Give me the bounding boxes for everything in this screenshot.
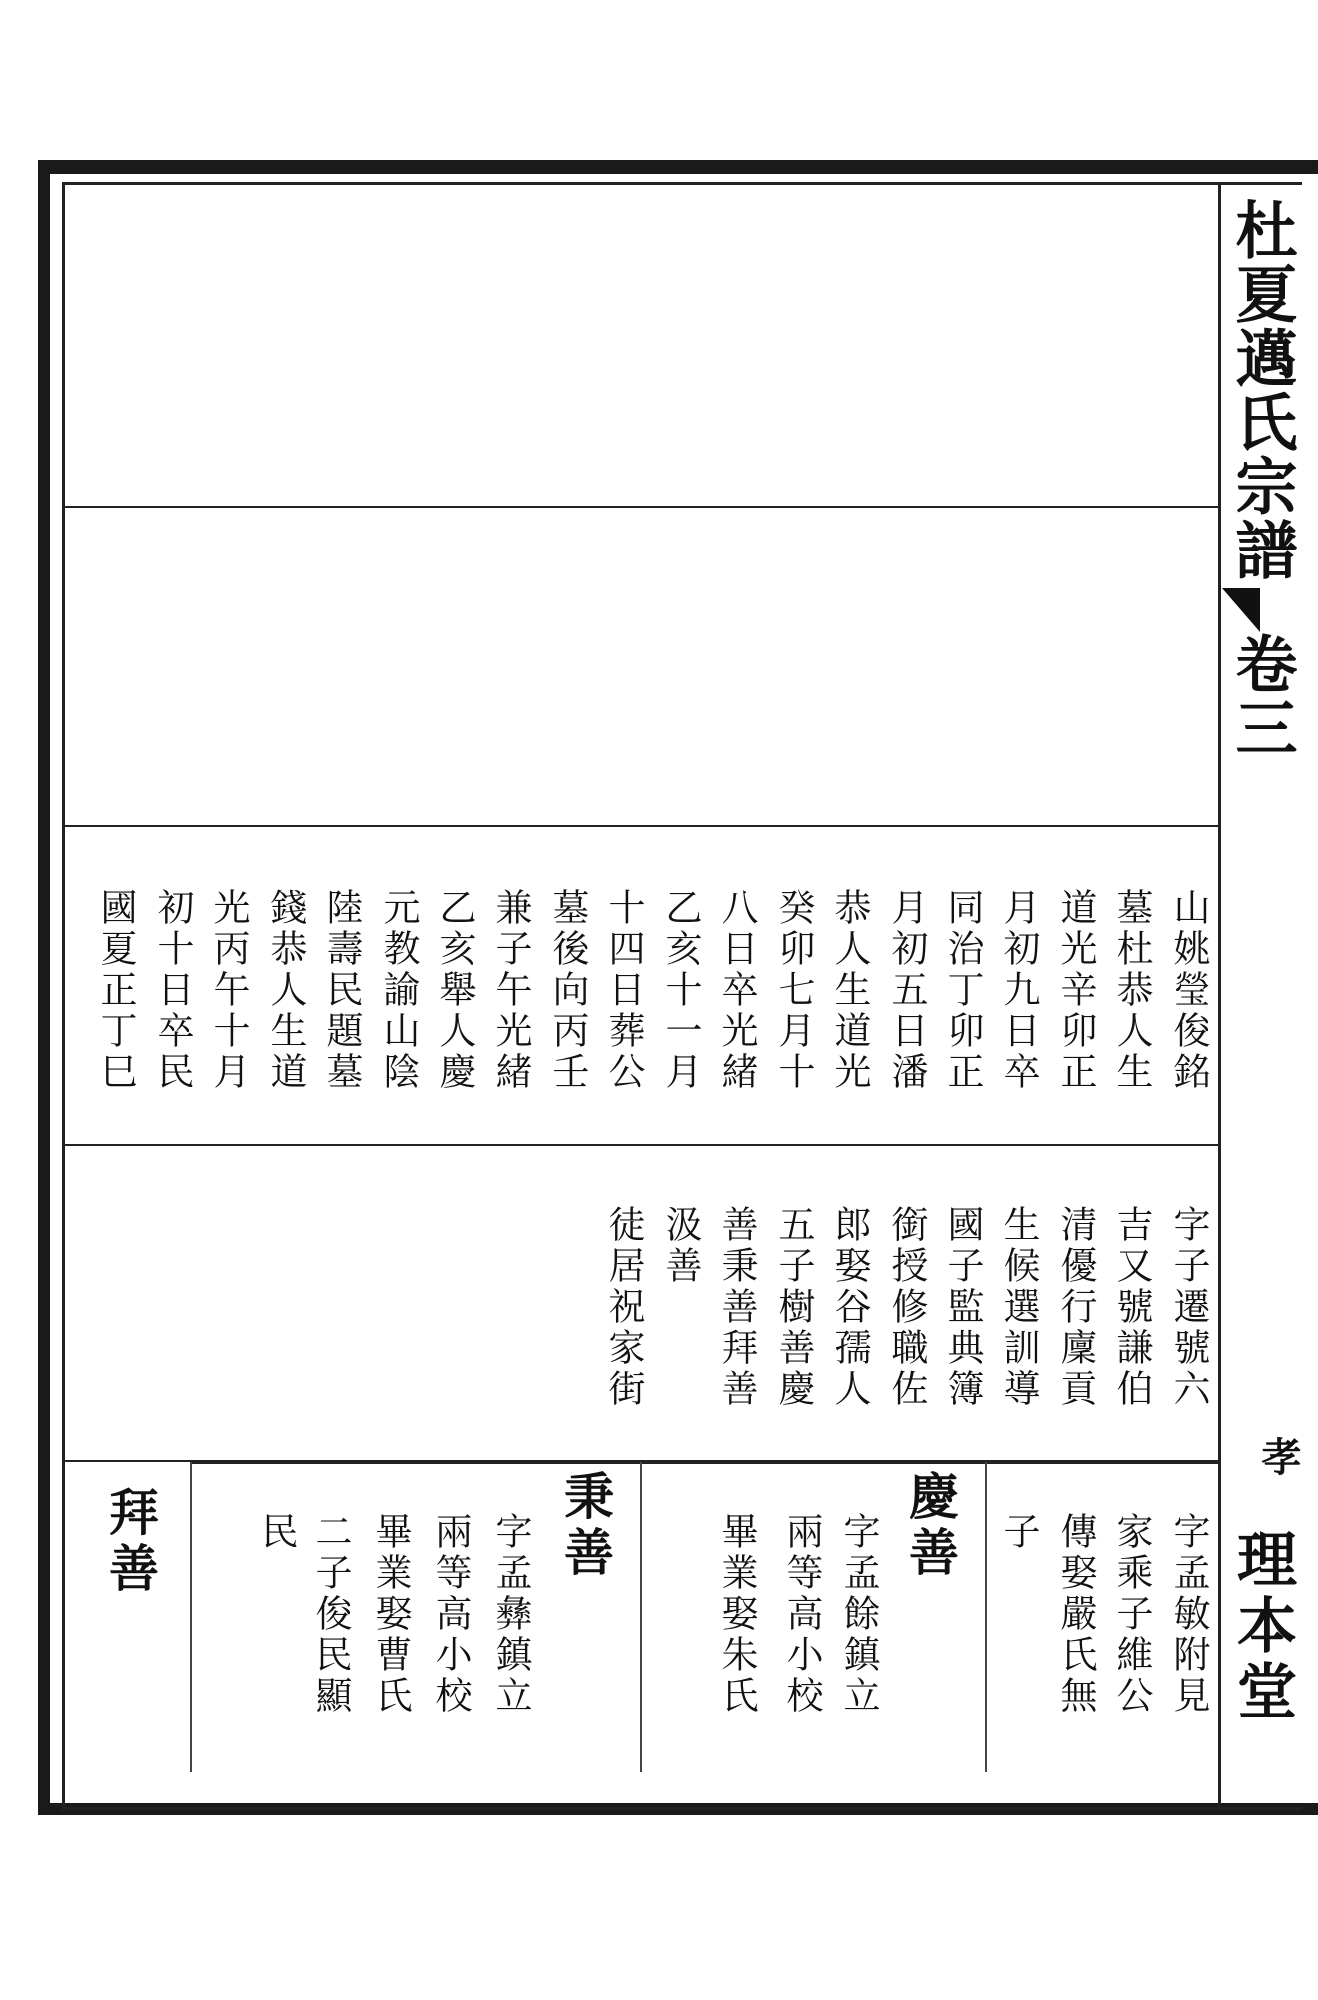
row5-entry2-col-1: 字孟餘鎮立 bbox=[837, 1512, 880, 1717]
row-divider-2 bbox=[62, 825, 1218, 827]
row3-col-9: 八日卒光緒 bbox=[715, 888, 758, 1093]
row5-separator-3 bbox=[190, 1462, 192, 1772]
row3-col-17: 錢恭人生道 bbox=[264, 888, 307, 1093]
row4-col-6: 銜授修職佐 bbox=[885, 1205, 928, 1410]
row5-entry2-col-3: 畢業娶朱氏 bbox=[715, 1512, 758, 1717]
row5-entry3-col-3: 畢業娶曹氏 bbox=[369, 1512, 412, 1717]
row5-entry3-col-4: 二子俊民顯 bbox=[309, 1512, 352, 1717]
row4-col-1: 字子遷號六 bbox=[1167, 1205, 1210, 1410]
row3-col-14: 乙亥舉人慶 bbox=[433, 888, 476, 1093]
row5-entry1-col-3: 傳娶嚴氏無 bbox=[1054, 1512, 1097, 1717]
fishtail-mark bbox=[1222, 588, 1260, 632]
row-divider-1 bbox=[62, 506, 1218, 508]
volume-label: 卷三 bbox=[1225, 632, 1298, 760]
row3-col-16: 陸壽民題墓 bbox=[320, 888, 363, 1093]
row5-entry3-col-2: 兩等高小校 bbox=[429, 1512, 472, 1717]
row5-entry1-col-2: 家乘子維公 bbox=[1110, 1512, 1153, 1717]
row3-col-18: 光丙午十月 bbox=[207, 888, 250, 1093]
row4-col-4: 生候選訓導 bbox=[997, 1205, 1040, 1410]
row4-col-5: 國子監典簿 bbox=[941, 1205, 984, 1410]
row3-col-13: 兼子午光緒 bbox=[489, 888, 532, 1093]
genealogy-title: 杜夏邁氏宗譜 bbox=[1225, 198, 1298, 582]
row5-entry4-name: 拜善 bbox=[101, 1486, 160, 1598]
row3-col-8: 癸卯七月十 bbox=[772, 888, 815, 1093]
row5-entry3-name: 秉善 bbox=[556, 1470, 615, 1582]
row4-col-2: 吉又號謙伯 bbox=[1110, 1205, 1153, 1410]
row3-col-7: 恭人生道光 bbox=[828, 888, 871, 1093]
row3-col-5: 同治丁卯正 bbox=[941, 888, 984, 1093]
row5-entry3-col-1: 字孟彝鎮立 bbox=[489, 1512, 532, 1717]
row5-entry1-col-4: 子 bbox=[997, 1512, 1040, 1553]
row4-col-10: 汲善 bbox=[659, 1205, 702, 1287]
row3-col-15: 元教諭山陰 bbox=[377, 888, 420, 1093]
row-divider-3 bbox=[62, 1144, 1218, 1146]
row4-col-8: 五子樹善慶 bbox=[772, 1205, 815, 1410]
row5-separator-1 bbox=[985, 1462, 987, 1772]
row3-col-19: 初十日卒民 bbox=[151, 888, 194, 1093]
row5-entry3-col-5: 民 bbox=[255, 1512, 298, 1553]
row5-entry2-col-2: 兩等高小校 bbox=[780, 1512, 823, 1717]
row4-col-3: 清優行廩貢 bbox=[1054, 1205, 1097, 1410]
row3-col-12: 墓後向丙壬 bbox=[546, 888, 589, 1093]
row5-entry1-col-1: 字孟敏附見 bbox=[1167, 1512, 1210, 1717]
row3-col-6: 月初五日潘 bbox=[885, 888, 928, 1093]
row3-col-1: 山姚瑩俊銘 bbox=[1167, 888, 1210, 1093]
row3-col-2: 墓杜恭人生 bbox=[1110, 888, 1153, 1093]
row4-col-11: 徒居祝家街 bbox=[602, 1205, 645, 1410]
row3-col-10: 乙亥十一月 bbox=[659, 888, 702, 1093]
row3-col-11: 十四日葬公 bbox=[602, 888, 645, 1093]
row3-col-3: 道光辛卯正 bbox=[1054, 888, 1097, 1093]
row4-col-9: 善秉善拜善 bbox=[715, 1205, 758, 1410]
row3-col-4: 月初九日卒 bbox=[997, 888, 1040, 1093]
hall-name: 理本堂 bbox=[1227, 1528, 1297, 1726]
publisher-prefix: 孝 bbox=[1255, 1436, 1302, 1482]
row5-separator-2 bbox=[640, 1462, 642, 1772]
row3-col-20: 國夏正丁巳 bbox=[94, 888, 137, 1093]
row5-entry2-name: 慶善 bbox=[901, 1470, 960, 1582]
row4-col-7: 郎娶谷孺人 bbox=[828, 1205, 871, 1410]
row5-inner-top bbox=[190, 1462, 1218, 1464]
